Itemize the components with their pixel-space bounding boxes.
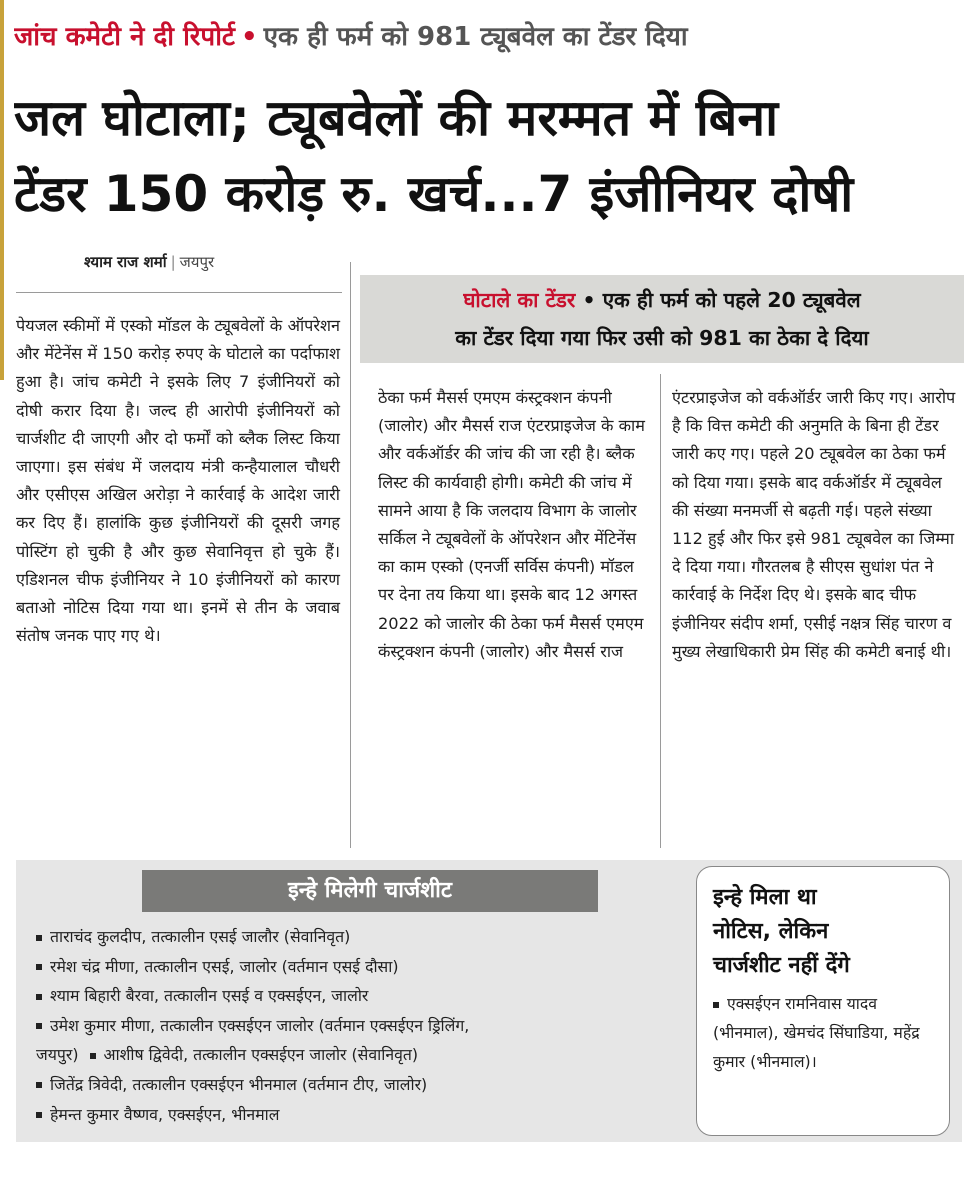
headline — [14, 80, 964, 232]
list-item — [36, 952, 686, 982]
article-column-1: पेयजल स्कीमों में एस्को मॉडल के ट्यूबवेलों के ऑपरेशन और मेंटेनेंस में 150 करोड़ रुपए के घोटाले का पर्दाफाश हुआ है। जांच कमेटी ने इसके लिए 7 इंजीनियरों को दोषी करार दिया है। जल्द ही आरोपी इंजीनियरों को चार्जशीट दी जाएगी और दो फर्मों को ब्लैक लिस्ट किया जाएगा। इस संबंध में जलदाय मंत्री कन्हैयालाल चौधरी और एसीएस अखिल अरोड़ा ने कार्रवाई के आदेश जारी कर दिए हैं। हालांकि कुछ इंजीनियरों की दूसरी जगह पोस्टिंग हो चुकी है और कुछ सेवानिवृत्त हो चुके हैं। एडिशनल चीफ इंजीनियर ने 10 इंजीनियरों को कारण बताओ नोटिस दिया गया था। इनमें से तीन के जवाब संतोष जनक पाए गए थे। — [16, 316, 340, 646]
list-item-text: रमेश चंद्र मीणा, तत्कालीन एसई, जालोर (वर्तमान एसई दौसा) — [50, 956, 399, 976]
chargesheet-list — [36, 922, 686, 1129]
bullet-icon — [36, 1023, 42, 1029]
notice-title-line-3: चार्जशीट नहीं देंगे — [713, 953, 850, 978]
bullet-icon — [36, 964, 42, 970]
list-item-text: जयपुर) — [36, 1045, 79, 1065]
list-item-text: आशीष द्विवेदी, तत्कालीन एक्सईएन जालोर (सेवानिवृत) — [103, 1045, 419, 1065]
subhead-text-1: एक ही फर्म को पहले 20 ट्यूबवेल — [602, 288, 861, 312]
subhead-line-2: का टेंडर दिया गया फिर उसी को 981 का ठेका दे दिया — [455, 326, 869, 350]
bullet-icon — [90, 1053, 96, 1059]
kicker-subtitle: एक ही फर्म को 981 ट्यूबवेल का टेंडर दिया — [263, 22, 688, 52]
article-column-3: एंटरप्राइजेज को वर्कऑर्डर जारी किए गए। आरोप है कि वित्त कमेटी की अनुमति के बिना ही टेंडर जारी कए गए। पहले 20 ट्यूबवेल का ठेका फर्म को दिया गया। इसके बाद वर्कऑर्डर में ट्यूबवेल की संख्या मनमर्जी से बढ़ती गई। पहले संख्या 112 हुई और फिर इसे 981 ट्यूबवेल का जिम्मा दे दिया गया। गौरतलब है सीएस सुधांश पंत ने कार्रवाई के निर्देश दिए थे। इसके बाद चीफ इंजीनियर संदीप शर्मा, एसीई नक्षत्र सिंह चारण व मुख्य लेखाधिकारी प्रेम सिंह की कमेटी बनाई थी। — [672, 388, 956, 661]
subhead-box — [360, 275, 964, 363]
list-item — [36, 922, 686, 952]
kicker-red-label: जांच कमेटी ने दी रिपोर्ट — [14, 22, 236, 52]
list-item — [36, 1011, 686, 1041]
bullet-icon — [36, 1112, 42, 1118]
notice-title-line-1: इन्हे मिला था — [713, 885, 817, 910]
kicker-line — [14, 12, 964, 62]
notice-title — [713, 881, 933, 983]
list-item — [36, 1070, 686, 1100]
list-item-text: उमेश कुमार मीणा, तत्कालीन एक्सईएन जालोर (वर्तमान एक्सईएन ड्रिलिंग, — [50, 1015, 470, 1035]
byline-separator: | — [170, 253, 176, 271]
bullet-icon — [36, 935, 42, 941]
list-item — [36, 1100, 686, 1130]
subhead-line-1 — [360, 281, 964, 319]
left-accent-rule — [0, 0, 4, 380]
column-divider-2 — [660, 374, 661, 848]
notice-box — [696, 866, 950, 1136]
byline — [84, 252, 214, 272]
subhead-red-label: घोटाले का टेंडर — [463, 288, 576, 312]
bullet-icon — [36, 1082, 42, 1088]
bullet-icon — [36, 994, 42, 1000]
subhead-bullet: • — [582, 288, 596, 312]
notice-title-line-2: नोटिस, लेकिन — [713, 919, 829, 944]
notice-body — [713, 989, 933, 1076]
list-item — [36, 1040, 686, 1070]
list-item-text: जितेंद्र त्रिवेदी, तत्कालीन एक्सईएन भीनमाल (वर्तमान टीए, जालोर) — [50, 1074, 428, 1094]
column-divider-1 — [350, 262, 351, 848]
list-item — [36, 981, 686, 1011]
bullet-icon — [713, 1002, 719, 1008]
byline-city: जयपुर — [179, 253, 215, 271]
headline-line-2: टेंडर 150 करोड़ रु. खर्च...7 इंजीनियर दोषी — [14, 165, 854, 223]
byline-author: श्याम राज शर्मा — [84, 253, 167, 271]
chargesheet-panel — [16, 860, 962, 1142]
byline-rule — [16, 292, 342, 293]
notice-body-text: एक्सईएन रामनिवास यादव (भीनमाल), खेमचंद सिंघाडिया, महेंद्र कुमार (भीनमाल)। — [713, 994, 920, 1071]
list-item-text: ताराचंद कुलदीप, तत्कालीन एसई जालौर (सेवानिवृत) — [50, 927, 351, 946]
headline-line-1: जल घोटाला; ट्यूबवेलों की मरम्मत में बिना — [14, 89, 779, 147]
list-item-text: हेमन्त कुमार वैष्णव, एक्सईएन, भीनमाल — [50, 1104, 280, 1124]
article-column-2: ठेका फर्म मैसर्स एमएम कंस्ट्रक्शन कंपनी (जालोर) और मैसर्स राज एंटरप्राइजेज के काम और वर्कऑर्डर की जांच की जा रही है। ब्लैक लिस्ट की कार्यवाही होगी। कमेटी की जांच में सामने आया है कि जलदाय विभाग के जालोर सर्किल ने ट्यूबवेलों के ऑपरेशन और मेंटिनेंस का काम एस्को (एनर्जी सर्विस कंपनी) मॉडल पर देना तय किया था। इसके बाद 12 अगस्त 2022 को जालोर की ठेका फर्म मैसर्स एमएम कंस्ट्रक्शन कंपनी (जालोर) और मैसर्स राज — [378, 388, 645, 661]
list-item-text: श्याम बिहारी बैरवा, तत्कालीन एसई व एक्सईएन, जालोर — [50, 986, 369, 1006]
kicker-bullet: • — [241, 22, 258, 52]
chargesheet-banner: इन्हे मिलेगी चार्जशीट — [142, 870, 598, 912]
